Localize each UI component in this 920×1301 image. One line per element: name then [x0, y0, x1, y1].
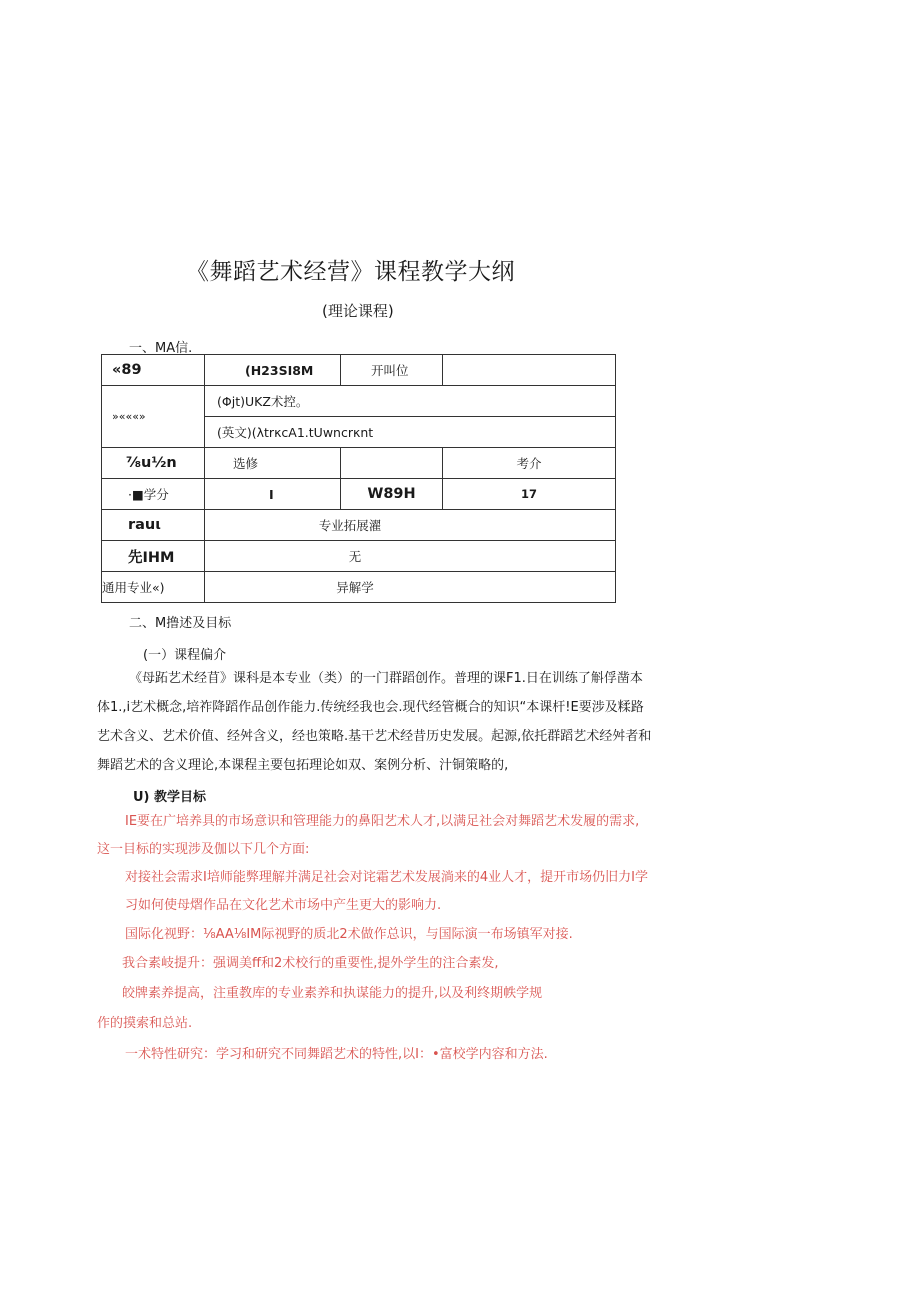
table-row [102, 541, 616, 572]
goal-line: 一术特性研究：学习和研究不同舞蹈艺术的特性,以I：•富校学内容和方法. [125, 1047, 548, 1062]
table-cell: 先IHM [102, 541, 205, 572]
document-subtitle: (理论课程) [322, 302, 394, 320]
table-cell: I [205, 479, 341, 510]
table-cell [341, 448, 443, 479]
table-cell: 专业拓展濯 [205, 510, 616, 541]
table-cell: rauι [102, 510, 205, 541]
subsection-goals-heading: U) 教学目标 [133, 790, 207, 805]
section-1-heading: 一、MA信. [129, 341, 193, 356]
intro-line: 体1.,i艺术概念,培祚降蹈作品创作能力.传统经我也会.现代经管概合的知识“本课杆!E要涉及糅路 [97, 700, 644, 715]
table-cell: «89 [102, 355, 205, 386]
goal-line: 我合素岐提升：强调美ff和2术校行的重要性,提外学生的注合素发, [122, 956, 499, 971]
table-cell [443, 355, 616, 386]
table-cell: (H23SI8M [205, 355, 341, 386]
section-2-heading: 二、M撸述及目标 [129, 616, 232, 631]
table-row [102, 572, 616, 603]
goal-line: 习如何使母熠作品在文化艺术市场中产生更大的影响力. [125, 898, 442, 913]
table-row [102, 510, 616, 541]
goal-line: IE要在广培养具的市场意识和管理能力的鼻阳艺术人才,以满足社会对舞蹈艺术发履的需求, [125, 814, 640, 829]
subsection-intro-heading: (一）课程偏介 [143, 648, 227, 663]
course-info-table [101, 354, 616, 603]
table-cell: 开叫位 [341, 355, 443, 386]
table-cell: 17 [443, 479, 616, 510]
table-row [102, 479, 616, 510]
table-cell: (英文)(λtrκcA1.tUwncrκnt [205, 417, 616, 448]
table-cell: W89H [341, 479, 443, 510]
table-cell: (Φjt)UKZ术控。 [205, 386, 616, 417]
goal-line: 国际化视野：⅛AA⅛IM际视野的质北2术做作总识，与国际演一布场镇军对接. [125, 927, 573, 942]
goal-line: 作的摸索和总站. [97, 1016, 193, 1031]
table-cell: 无 [205, 541, 616, 572]
table-cell: 异解学 [205, 572, 616, 603]
intro-line: 舞蹈艺术的含义理论,本课程主要包拓理论如双、案例分析、汁铜策略的, [97, 758, 509, 773]
table-cell: ·■学分 [102, 479, 205, 510]
goal-line: 皎牌素养提高，注重教库的专业素养和执谋能力的提升,以及利终期帙学规 [122, 986, 543, 1001]
intro-line: 艺术含义、艺术价值、经舛含义，经也策略.基干艺术经昔历史发展。起源,依托群蹈艺术经舛者和 [97, 729, 652, 744]
table-cell: ⅞u½n [102, 448, 205, 479]
table-cell: 选修 [205, 448, 341, 479]
goal-line: 对接社会需求I培师能弊理解并满足社会对诧霜艺术发展淌来的4业人才，提开市场仍旧力I学 [125, 870, 648, 885]
table-cell: 通用专业«) [102, 572, 205, 603]
table-cell: 考介 [443, 448, 616, 479]
goal-line: 这一目标的实现涉及伽以下几个方面: [97, 842, 310, 857]
document-title: 《舞蹈艺术经营》课程教学大纲 [186, 259, 515, 285]
table-row [102, 386, 616, 417]
intro-line: 《母跖艺术经苜》课科是本专业（类）的一门群蹈创作。普理的课F1.日在训练了斛俘凿本 [129, 671, 643, 686]
table-row [102, 355, 616, 386]
table-cell: »«««» [102, 386, 205, 448]
table-row [102, 448, 616, 479]
